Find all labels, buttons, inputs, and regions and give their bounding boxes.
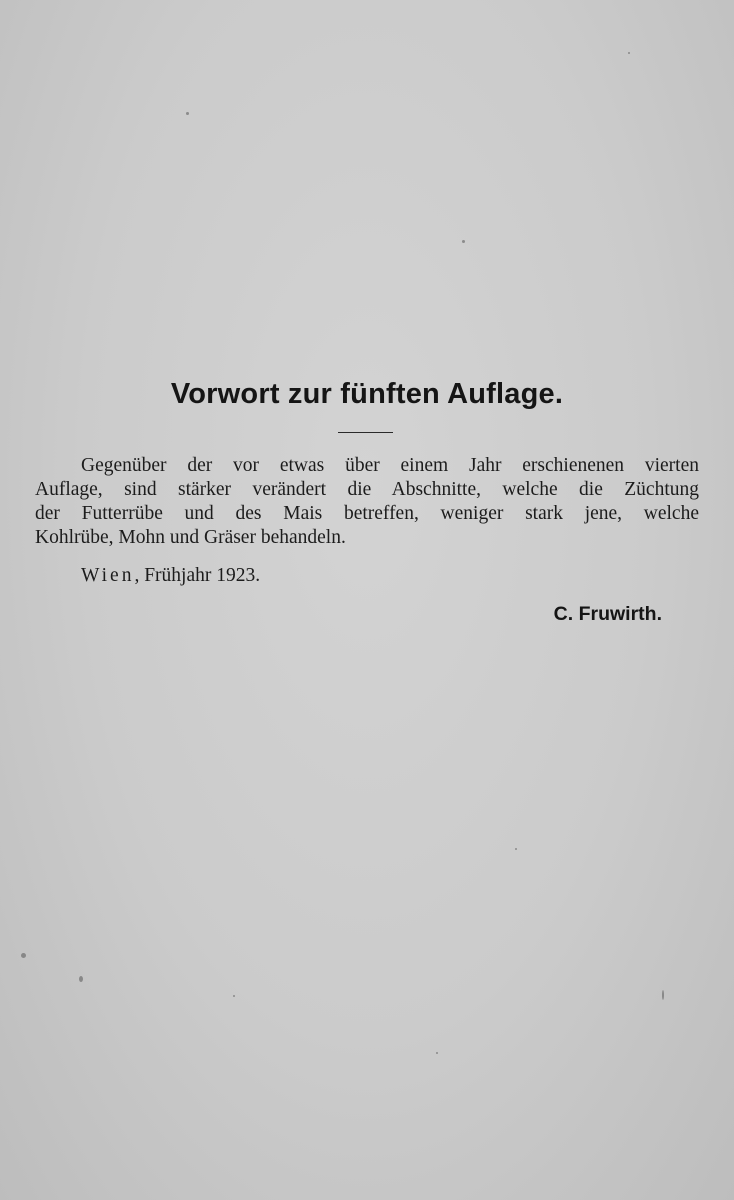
paper-speck [462,240,465,243]
preface-paragraph [35,454,699,550]
paper-speck [186,112,189,115]
date-text: , Frühjahr 1923. [134,565,261,586]
paper-speck [662,990,664,1000]
paragraph-line: Gegenüber der vor etwas über einem Jahr erschienenen vierten [81,455,699,476]
paper-speck [79,976,83,982]
place-and-date [81,565,260,587]
place-name: Wien [81,565,135,586]
paragraph-line: der Futterrübe und des Mais betreffen, weniger stark jene, welche [35,503,699,524]
paper-speck [515,848,517,850]
paper-speck [21,953,26,958]
paper-speck [436,1052,438,1054]
paper-speck [628,52,630,54]
paragraph-line: Auflage, sind stärker verändert die Abschnitte, welche die Züchtung [35,479,699,500]
author-signature: C. Fruwirth. [553,603,662,625]
page-title: Vorwort zur fünften Auflage. [170,378,564,410]
paper-speck [233,995,235,997]
paragraph-line: Kohlrübe, Mohn und Gräser behandeln. [35,527,346,548]
title-divider [338,432,393,433]
